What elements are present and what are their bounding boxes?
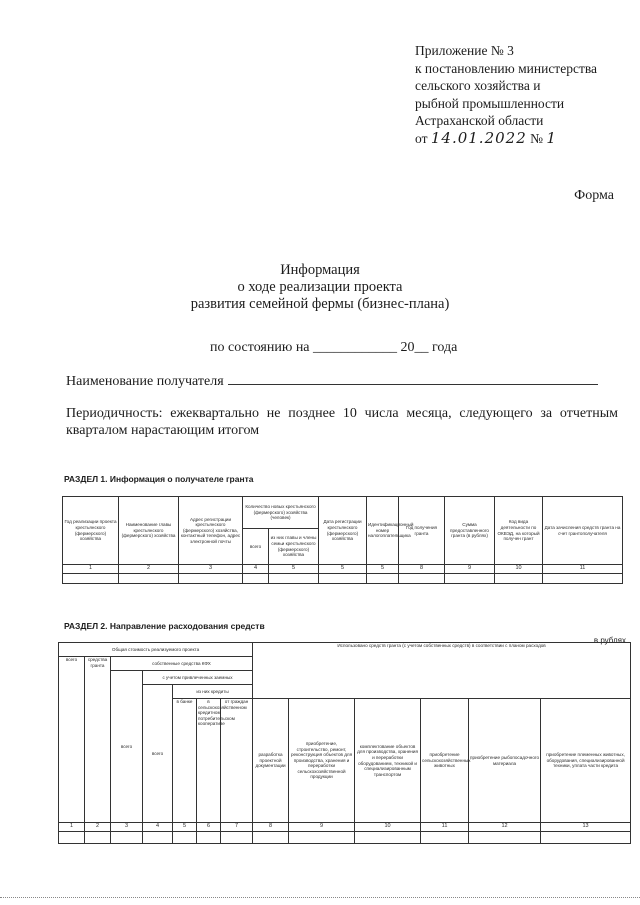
s1-col-number: 10 — [495, 565, 543, 574]
s2-col-number: 10 — [355, 823, 421, 832]
document-title — [0, 262, 640, 313]
appendix-line-1: Приложение № 3 — [415, 43, 514, 58]
s1-col-number: 3 — [179, 565, 243, 574]
s1-cell[interactable] — [495, 574, 543, 584]
s2-header-grant-funds: средства гранта — [85, 657, 111, 823]
s2-cell[interactable] — [143, 832, 173, 844]
s1-header-okved: Код вида деятельности по ОКВЭД, на который получен грант — [495, 497, 543, 565]
form-label: Форма — [574, 188, 614, 203]
recipient-label: Наименование получателя — [66, 374, 224, 389]
s1-cell[interactable] — [445, 574, 495, 584]
s2-header-design: разработка проектной документации — [253, 699, 289, 823]
s1-header-credit-date: Дата зачисления средств гранта на счет грантополучателя — [543, 497, 623, 565]
s2-cell[interactable] — [59, 832, 85, 844]
number-sign: № — [530, 130, 544, 146]
s2-cell[interactable] — [289, 832, 355, 844]
handwritten-date: 14.01.2022 — [430, 128, 527, 147]
s2-cell[interactable] — [421, 832, 469, 844]
s2-col-number: 2 — [85, 823, 111, 832]
s2-col-number: 11 — [421, 823, 469, 832]
s2-header-used-grant: Использовано средств гранта (с учетом собственных средств) в соответствии с планом расходов — [253, 643, 631, 699]
s2-col-number: 6 — [197, 823, 221, 832]
s2-cell[interactable] — [355, 832, 421, 844]
s2-header-total-cost: Общая стоимость реализуемого проекта — [59, 643, 253, 657]
appendix-line-4: рыбной промышленности — [415, 95, 565, 111]
s1-cell[interactable] — [367, 574, 399, 584]
s2-cell[interactable] — [85, 832, 111, 844]
s1-header-head-name: Наименование главы крестьянского (фермерского) хозяйства — [119, 497, 179, 565]
section-2-title: РАЗДЕЛ 2. Направление расходования средств — [64, 621, 265, 631]
page-bottom-divider — [0, 897, 640, 898]
s1-cell[interactable] — [119, 574, 179, 584]
s2-col-number: 5 — [173, 823, 197, 832]
s1-cell[interactable] — [269, 574, 319, 584]
s1-header-grant-sum: Сумма предоставленного гранта (в рублях) — [445, 497, 495, 565]
s1-header-reg-date: Дата регистрации крестьянского (фермерского) хозяйства — [319, 497, 367, 565]
s2-col-number: 9 — [289, 823, 355, 832]
s2-header-bank: в банке — [173, 699, 197, 823]
s1-col-number: 11 — [543, 565, 623, 574]
s1-header-inn: Идентификационный номер налогоплательщика — [367, 497, 399, 565]
section-1-title: РАЗДЕЛ 1. Информация о получателе гранта — [64, 474, 254, 484]
date-prefix: от — [415, 130, 428, 146]
s2-header-total: всего — [59, 657, 85, 823]
s1-col-number: 5 — [319, 565, 367, 574]
s2-col-number: 12 — [469, 823, 541, 832]
s2-cell[interactable] — [253, 832, 289, 844]
appendix-line-5: Астраханской области — [415, 113, 544, 128]
s2-header-borrowed-total: всего — [143, 685, 173, 823]
section-1-table — [62, 496, 623, 584]
appendix-date-line — [415, 130, 597, 148]
s2-col-number: 7 — [221, 823, 253, 832]
s1-col-number: 2 — [119, 565, 179, 574]
recipient-line — [66, 372, 598, 390]
s2-cell[interactable] — [221, 832, 253, 844]
title-line-1: Информация — [280, 262, 360, 278]
s2-header-own-total: всего — [111, 671, 143, 823]
s1-col-number: 1 — [63, 565, 119, 574]
s1-cell[interactable] — [179, 574, 243, 584]
s1-cell[interactable] — [63, 574, 119, 584]
s1-header-new-members: Количество новых крестьянского (фермерского) хозяйства (человек) — [243, 497, 319, 529]
s1-cell[interactable] — [319, 574, 367, 584]
s2-header-breeding: приобретение племенных животных, оборудования, специализированной техники, уплата части кредита — [541, 699, 631, 823]
s2-header-citizens: от граждан — [221, 699, 253, 823]
s2-header-coop: в сельскохозяйственном кредитном потребительском кооперативе — [197, 699, 221, 823]
s2-cell[interactable] — [469, 832, 541, 844]
s1-col-number: 5 — [269, 565, 319, 574]
s2-cell[interactable] — [173, 832, 197, 844]
s1-header-address: Адрес регистрации крестьянского (фермерского) хозяйства, контактный телефон, адрес электронной почты — [179, 497, 243, 565]
s1-header-total: всего — [243, 529, 269, 565]
recipient-field[interactable] — [228, 372, 598, 385]
as-of-date-line: по состоянию на ____________ 20__ года — [210, 340, 458, 355]
s2-header-animals: приобретение сельскохозяйственных животных — [421, 699, 469, 823]
s1-col-number: 9 — [445, 565, 495, 574]
s1-header-year: Год реализации проекта крестьянского (фермерского) хозяйства — [63, 497, 119, 565]
unit-label: в рублях — [593, 636, 626, 645]
s1-cell[interactable] — [399, 574, 445, 584]
s2-cell[interactable] — [111, 832, 143, 844]
s2-header-own-funds: собственные средства КФХ — [111, 657, 253, 671]
title-line-2: о ходе реализации проекта — [237, 279, 403, 295]
s2-cell[interactable] — [197, 832, 221, 844]
s2-col-number: 4 — [143, 823, 173, 832]
title-line-3: развития семейной фермы (бизнес-плана) — [190, 296, 450, 312]
s1-header-family: из них главы и члены семьи крестьянского (фермерского) хозяйства — [269, 529, 319, 565]
appendix-block — [415, 42, 597, 147]
s1-col-number: 8 — [399, 565, 445, 574]
s1-cell[interactable] — [243, 574, 269, 584]
s2-col-number: 13 — [541, 823, 631, 832]
appendix-line-3: сельского хозяйства и — [415, 78, 541, 93]
handwritten-number: 1 — [546, 128, 557, 147]
periodicity-text: Периодичность: ежеквартально не позднее 10 числа месяца, следующего за отчетным кварталом нарастающим итогом — [66, 406, 618, 438]
s2-col-number: 1 — [59, 823, 85, 832]
s1-col-number: 5 — [367, 565, 399, 574]
s2-header-incl-borrowed: с учетом привлеченных заемных — [143, 671, 253, 685]
s1-cell[interactable] — [543, 574, 623, 584]
s1-col-number: 4 — [243, 565, 269, 574]
appendix-line-2: к постановлению министерства — [415, 60, 598, 76]
s2-header-equipment: комплектование объектов для производства, хранения и переработки оборудованием, техникой и специализированным транспортом — [355, 699, 421, 823]
s2-header-of-which-credits: из них кредиты — [173, 685, 253, 699]
section-2-table — [58, 642, 631, 844]
s2-col-number: 3 — [111, 823, 143, 832]
s2-col-number: 8 — [253, 823, 289, 832]
s2-header-fish-stock: приобретение рыбопосадочного материала — [469, 699, 541, 823]
s1-header-grant-year: Год получения гранта — [399, 497, 445, 565]
s2-header-construction: приобретение, строительство, ремонт, реконструкция объектов для производства, хранения и переработки сельскохозяйственной продукции — [289, 699, 355, 823]
s2-cell[interactable] — [541, 832, 631, 844]
